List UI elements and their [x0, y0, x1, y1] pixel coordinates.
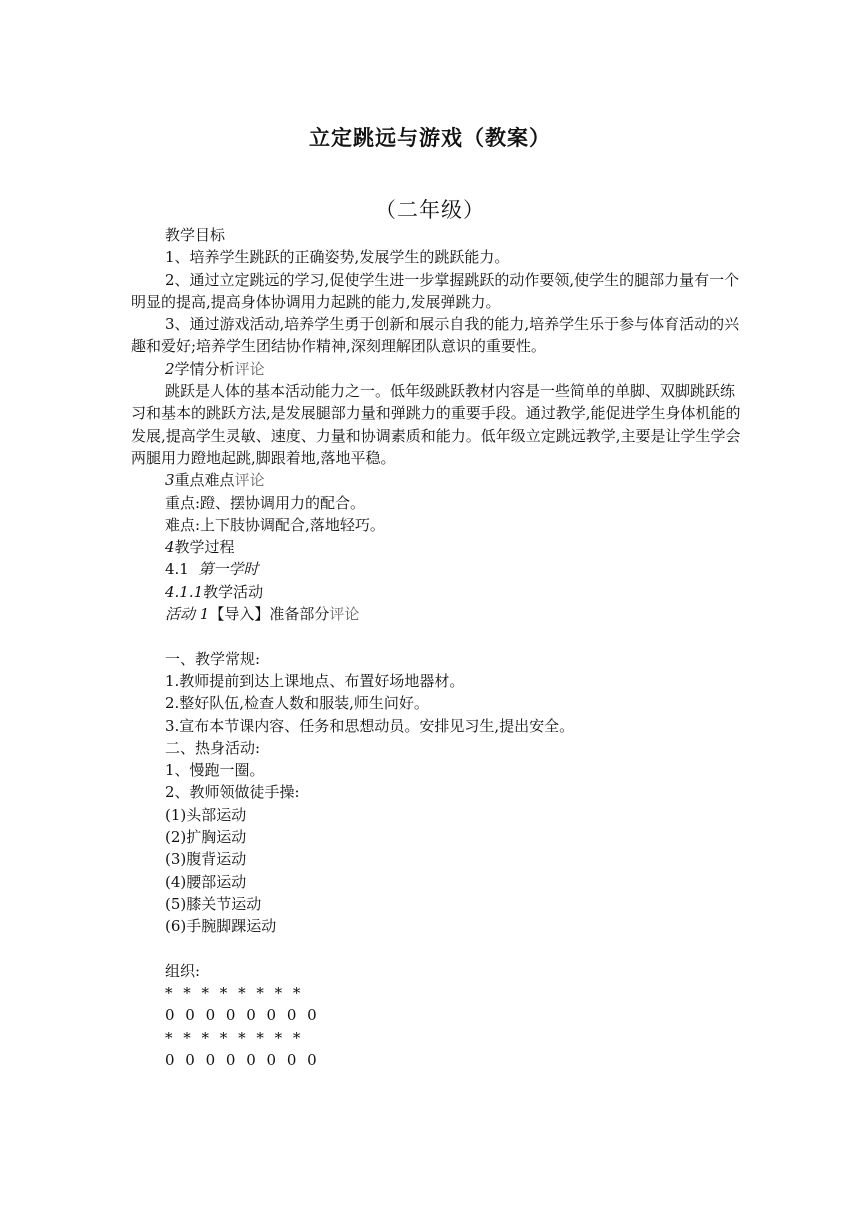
subsection-title: 第一学时	[198, 560, 259, 579]
difficult-point: 难点:上下肢协调配合,落地轻巧。	[165, 515, 385, 534]
section-title: 重点难点	[174, 471, 235, 490]
key-point: 重点:蹬、摆协调用力的配合。	[165, 493, 366, 512]
subsection-number: 4.1.1	[165, 582, 204, 601]
section-heading-process	[131, 536, 743, 558]
section-heading-objectives: 教学目标	[165, 226, 226, 244]
routine-heading: 一、教学常规:	[165, 649, 261, 668]
section-number: 4	[165, 538, 175, 557]
section-heading-analysis	[131, 358, 743, 380]
exercise-item: (4)腰部运动	[165, 872, 247, 891]
section-number: 3	[165, 471, 175, 490]
organization-heading: 组织:	[165, 961, 201, 980]
routine-item: 2.整好队伍,检查人数和服装,师生问好。	[165, 694, 429, 713]
exercise-item: (1)头部运动	[165, 805, 247, 824]
grade-subtitle: （二年级）	[375, 198, 485, 222]
objective-1: 1、培养学生跳跃的正确姿势,发展学生的跳跃能力。	[165, 248, 510, 267]
warmup-heading: 二、热身活动:	[165, 738, 261, 757]
warmup-exercise: 2、教师领做徒手操:	[165, 783, 300, 802]
spacer	[131, 938, 743, 960]
comment-link[interactable]: 评论	[234, 359, 265, 378]
exercise-item: (5)膝关节运动	[165, 894, 262, 913]
exercise-item: (2)扩胸运动	[165, 828, 247, 847]
section-number: 2	[165, 359, 175, 378]
subsection-teaching-activity	[131, 581, 743, 603]
activity-title: 【导入】准备部分	[209, 605, 330, 624]
spacer	[131, 625, 743, 647]
document-title: 立定跳远与游戏（教案）	[309, 126, 551, 150]
exercise-item: (6)手腕脚踝运动	[165, 917, 277, 936]
activity-label: 活动 1	[165, 605, 210, 624]
warmup-run: 1、慢跑一圈。	[165, 761, 265, 780]
routine-item: 1.教师提前到达上课地点、布置好场地器材。	[165, 671, 465, 690]
analysis-paragraph: 跳跃是人体的基本活动能力之一。低年级跳跃教材内容是一些简单的单脚、双脚跳跃练习和基本的跳跃方法,是发展腿部力量和弹跳力的重要手段。通过教学,能促进学生身体机能的发展,提高学生灵敏、速度、力量和协调素质和能力。低年级立定跳远教学,主要是让学生学会两腿用力蹬地起跳,脚跟着地,落地平稳。	[131, 382, 741, 467]
objective-2: 2、通过立定跳远的学习,促使学生进一步掌握跳跃的动作要领,使学生的腿部力量有一个明显的提高,提高身体协调用力起跳的能力,发展弹跳力。	[131, 270, 740, 311]
routine-item: 3.宣布本节课内容、任务和思想动员。安排见习生,提出安全。	[165, 716, 575, 735]
formation-row: * * * * * * * *	[165, 984, 304, 1003]
exercise-item: (3)腹背运动	[165, 850, 247, 869]
subsection-lesson-1	[131, 558, 743, 580]
formation-row: * * * * * * * *	[165, 1028, 304, 1047]
activity-heading	[131, 603, 743, 625]
comment-link[interactable]: 评论	[234, 471, 265, 490]
formation-row: 0 0 0 0 0 0 0 0	[165, 1050, 320, 1069]
section-title: 学情分析	[174, 359, 235, 378]
section-title: 教学过程	[174, 538, 235, 557]
document-body	[131, 224, 743, 1071]
objective-3: 3、通过游戏活动,培养学生勇于创新和展示自我的能力,培养学生乐于参与体育活动的兴趣和爱好;培养学生团结协作精神,深刻理解团队意识的重要性。	[131, 315, 740, 356]
section-heading-keypoints	[131, 469, 743, 491]
formation-row: 0 0 0 0 0 0 0 0	[165, 1006, 320, 1025]
comment-link[interactable]: 评论	[329, 605, 360, 624]
subsection-number: 4.1	[165, 560, 189, 579]
subsection-title: 教学活动	[203, 582, 264, 601]
